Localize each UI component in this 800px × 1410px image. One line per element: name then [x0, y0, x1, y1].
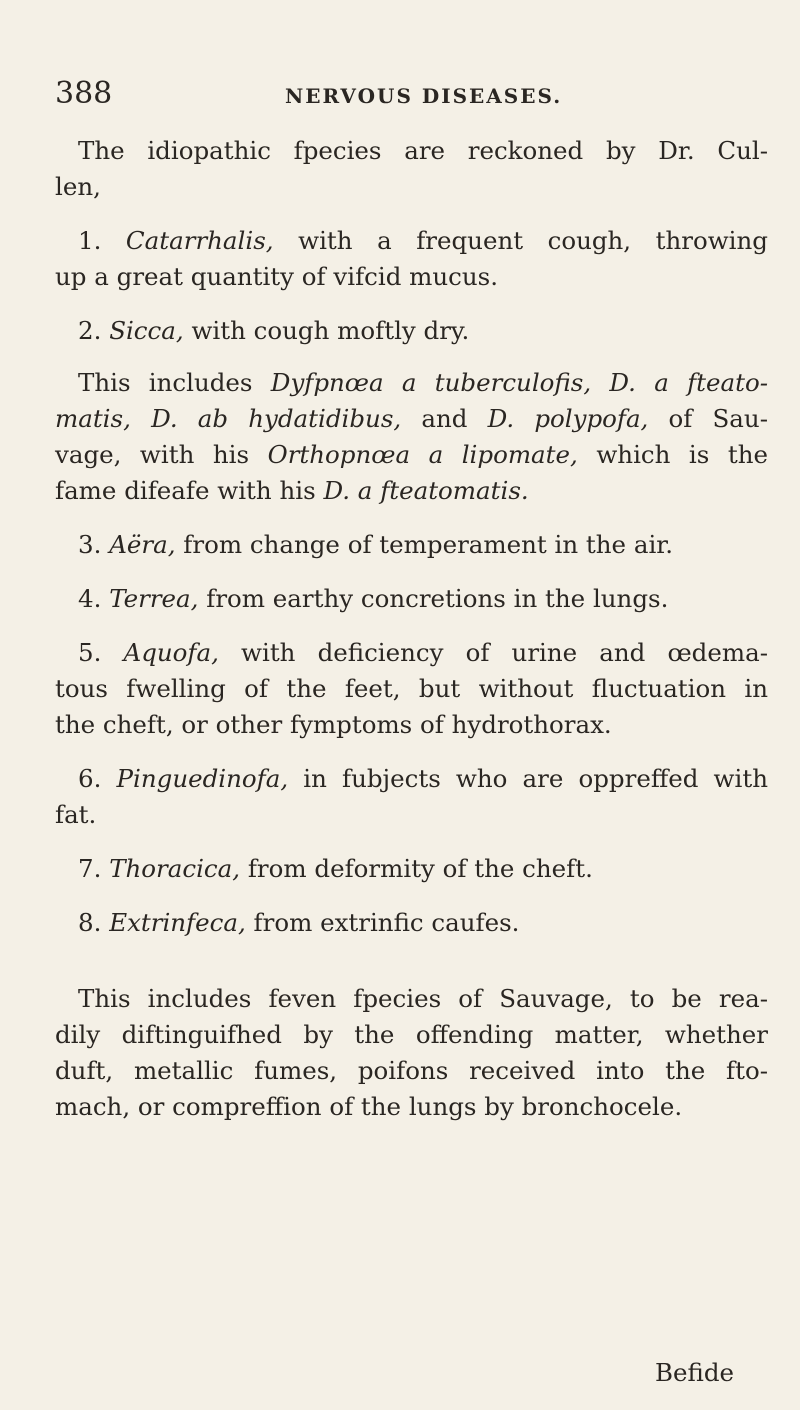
item-text: in fubjects who are oppreffed with — [303, 764, 768, 793]
page-header — [55, 76, 755, 116]
intro-line-1: The idiopathic fpecies are reckoned by Dr. Cul- — [78, 136, 768, 165]
final-line-1: This includes feven fpecies of Sauvage, to be rea- — [78, 984, 768, 1013]
item-5-line-2: tous fwelling of the feet, but without fluctuation in — [55, 674, 768, 703]
item-3 — [78, 528, 768, 562]
final-line-2: dily diftinguifhed by the offending matter, whether — [55, 1020, 768, 1049]
item-text: from earthy concretions in the lungs. — [206, 584, 669, 613]
item-text: from deformity of the cheft. — [247, 854, 593, 883]
species-name: matis, — [55, 404, 131, 433]
species-name: Extrinfeca, — [109, 908, 246, 937]
item-text: from extrinfic caufes. — [253, 908, 520, 937]
final-line-3: duft, metallic fumes, poifons received into the fto- — [55, 1056, 768, 1085]
includes-line-1 — [78, 366, 768, 400]
catchword: Befide — [655, 1358, 735, 1387]
item-6-line-1 — [78, 762, 768, 796]
item-number: 7. — [78, 854, 102, 883]
species-name: Terrea, — [109, 584, 199, 613]
text: This includes — [78, 368, 253, 397]
item-5-line-1 — [78, 636, 768, 670]
item-number: 4. — [78, 584, 102, 613]
item-number: 1. — [78, 226, 102, 255]
intro-line-2: len, — [55, 172, 101, 201]
item-number: 8. — [78, 908, 102, 937]
item-text: with a frequent cough, throwing — [298, 226, 768, 255]
item-text: with deficiency of urine and œdema- — [241, 638, 768, 667]
species-name: D. a fteatomatis. — [323, 476, 529, 505]
species-name: Catarrhalis, — [125, 226, 274, 255]
text: and — [421, 404, 468, 433]
text: vage, with his — [55, 440, 250, 469]
item-7 — [78, 852, 768, 886]
text: fame difeafe with his — [55, 476, 316, 505]
species-name: Sicca, — [109, 316, 184, 345]
includes-line-2 — [55, 402, 768, 436]
item-number: 6. — [78, 764, 102, 793]
species-name: Aëra, — [109, 530, 176, 559]
species-name: Orthopnœa a lipomate, — [267, 440, 578, 469]
item-text: with cough moftly dry. — [191, 316, 470, 345]
species-name: Pinguedinofa, — [116, 764, 289, 793]
running-title: NERVOUS DISEASES. — [285, 84, 563, 108]
item-5-line-3: the cheft, or other fymptoms of hydrothorax. — [55, 710, 612, 739]
item-8 — [78, 906, 768, 940]
species-name: D. ab hydatidibus, — [151, 404, 402, 433]
item-6-line-2: fat. — [55, 800, 97, 829]
item-number: 3. — [78, 530, 102, 559]
item-1-line-1 — [78, 224, 768, 258]
text: of Sau- — [668, 404, 768, 433]
species-name: Dyfpnœa a tuberculofis, — [270, 368, 592, 397]
species-name: D. polypofa, — [487, 404, 649, 433]
includes-line-3 — [55, 438, 768, 472]
item-text: from change of temperament in the air. — [183, 530, 674, 559]
text: which is the — [596, 440, 768, 469]
species-name: Thoracica, — [109, 854, 241, 883]
item-number: 5. — [78, 638, 102, 667]
page-number: 388 — [55, 76, 113, 111]
species-name: Aquofa, — [123, 638, 219, 667]
item-4 — [78, 582, 768, 616]
item-number: 2. — [78, 316, 102, 345]
item-1-line-2: up a great quantity of vifcid mucus. — [55, 262, 499, 291]
final-line-4: mach, or compreffion of the lungs by bronchocele. — [55, 1092, 683, 1121]
includes-line-4 — [55, 474, 745, 508]
species-name: D. a fteato- — [609, 368, 768, 397]
item-2 — [78, 314, 768, 348]
